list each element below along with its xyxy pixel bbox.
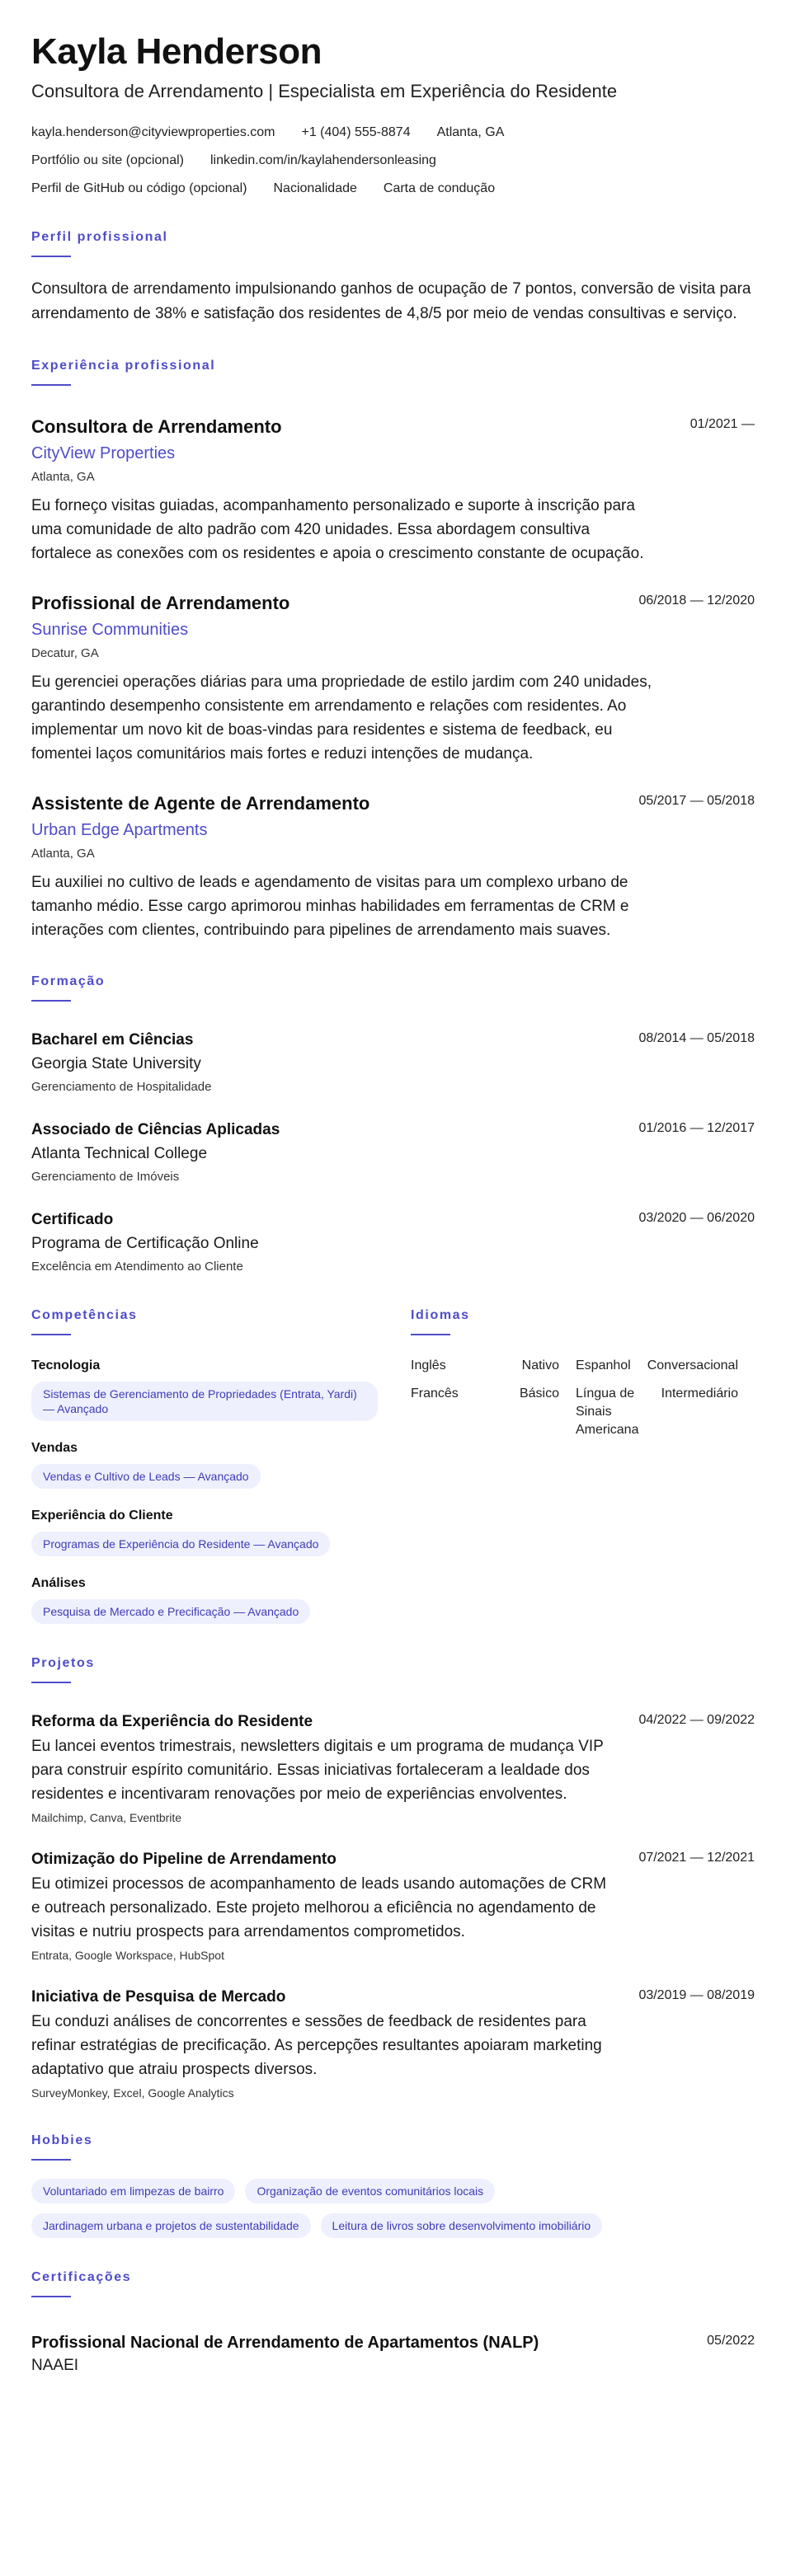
school-name: Atlanta Technical College [31, 1145, 208, 1162]
language-name: Inglês [411, 1358, 446, 1372]
github-link[interactable]: Perfil de GitHub ou código (opcional) [31, 181, 247, 195]
job-dates: 01/2021 — [690, 417, 755, 431]
section-title: Projetos [31, 1656, 95, 1670]
hobbies-section [31, 2133, 755, 2238]
phone-number[interactable]: +1 (404) 555-8874 [301, 125, 411, 139]
project-tools: Entrata, Google Workspace, HubSpot [31, 1949, 224, 1962]
hobby-chip: Jardinagem urbana e projetos de sustentabilidade [31, 2213, 311, 2238]
email-link[interactable]: kayla.henderson@cityviewproperties.com [31, 125, 275, 139]
section-title: Experiência profissional [31, 359, 216, 373]
section-divider [31, 256, 71, 257]
language-name: Francês [411, 1387, 459, 1401]
skill-group [31, 1357, 378, 1421]
company-name: Urban Edge Apartments [31, 821, 208, 839]
section-divider [31, 1000, 71, 1002]
section-title: Formação [31, 974, 106, 988]
candidate-headline: Consultora de Arrendamento | Especialista em Experiência do Residente [31, 81, 618, 101]
project-dates: 04/2022 — 09/2022 [638, 1713, 755, 1727]
experience-entry [31, 792, 755, 942]
contact-row-primary [31, 124, 755, 142]
experience-section [31, 358, 755, 942]
skill-group [31, 1439, 378, 1489]
project-tools: Mailchimp, Canva, Eventbrite [31, 1811, 182, 1824]
contact-row-extra [31, 180, 755, 198]
section-divider [31, 1682, 71, 1683]
certification-title: Profissional Nacional de Arrendamento de Apartamentos (NALP) [31, 2334, 539, 2352]
job-title: Assistente de Agente de Arrendamento [31, 793, 370, 814]
project-dates: 07/2021 — 12/2021 [638, 1851, 755, 1865]
section-title: Certificações [31, 2270, 132, 2284]
job-location: Atlanta, GA [31, 847, 95, 861]
skill-group [31, 1574, 378, 1624]
portfolio-link[interactable]: Portfólio ou site (opcional) [31, 153, 184, 167]
location: Atlanta, GA [436, 125, 505, 139]
education-entry [31, 1030, 755, 1096]
project-description: Eu otimizei processos de acompanhamento de leads usando automações de CRM e outreach personalizado. Este projeto melhorou a eficiência no agendamento de visitas e nutriu prospects para arrendamentos comprometidos. [31, 1875, 607, 1940]
skill-group [31, 1507, 378, 1556]
project-description: Eu lancei eventos trimestrais, newsletters digitais e um programa de mudança VIP para construir espírito comunitário. Essas iniciativas fortaleceram a lealdade dos residentes e incentivaram renovações por meio de experiências envolventes. [31, 1738, 604, 1803]
job-location: Decatur, GA [31, 646, 99, 660]
languages-table [411, 1357, 755, 1439]
skill-chip: Sistemas de Gerenciamento de Propriedades (Entrata, Yardi) — Avançado [31, 1382, 378, 1421]
hobby-chip: Leitura de livros sobre desenvolvimento imobiliário [321, 2213, 603, 2238]
hobby-chip: Voluntariado em limpezas de bairro [31, 2179, 235, 2203]
hobby-chip: Organização de eventos comunitários locais [245, 2179, 495, 2203]
job-location: Atlanta, GA [31, 470, 95, 484]
certification-date: 05/2022 [707, 2334, 755, 2348]
skills-languages-row [31, 1307, 755, 1624]
project-tools: SurveyMonkey, Excel, Google Analytics [31, 2086, 234, 2100]
field-of-study: Gerenciamento de Imóveis [31, 1170, 180, 1184]
skill-category: Análises [31, 1576, 86, 1590]
skill-category: Experiência do Cliente [31, 1509, 173, 1523]
degree: Certificado [31, 1211, 114, 1228]
skill-chip: Pesquisa de Mercado e Precificação — Avançado [31, 1599, 310, 1624]
job-title: Consultora de Arrendamento [31, 416, 282, 437]
section-title: Perfil profissional [31, 230, 168, 244]
degree: Associado de Ciências Aplicadas [31, 1121, 280, 1138]
project-entry [31, 1849, 755, 1964]
skill-category: Tecnologia [31, 1358, 101, 1372]
certifications-section [31, 2269, 755, 2377]
section-divider [31, 384, 71, 386]
language-name: Língua de Sinais Americana [576, 1387, 639, 1437]
project-dates: 03/2019 — 08/2019 [638, 1988, 755, 2002]
job-dates: 05/2017 — 05/2018 [638, 794, 755, 808]
candidate-name: Kayla Henderson [31, 31, 322, 72]
education-dates: 01/2016 — 12/2017 [638, 1121, 755, 1135]
project-title: Reforma da Experiência do Residente [31, 1713, 313, 1730]
language-level: Conversacional [647, 1358, 738, 1372]
job-description: Eu forneço visitas guiadas, acompanhamento personalizado e suporte à inscrição para uma comunidade de alto padrão com 420 unidades. Essa abordagem consultiva fortalece as conexões com os residentes e apoia o crescimento constante de ocupação. [31, 497, 644, 562]
skill-chip: Vendas e Cultivo de Leads — Avançado [31, 1464, 261, 1489]
field-of-study: Gerenciamento de Hospitalidade [31, 1080, 212, 1094]
driving-license: Carta de condução [383, 181, 496, 195]
skill-category: Vendas [31, 1441, 78, 1455]
job-description: Eu gerenciei operações diárias para uma propriedade de estilo jardim com 240 unidades, garantindo desempenho consistente em arrendamento e relações com residentes. Ao implementar um novo kit de boas-vindas para residentes e sistema de feedback, eu fomentei laços comunitários mais fortes e reduzi intenções de mudança. [31, 673, 652, 762]
certification-entry [31, 2332, 755, 2377]
language-row [411, 1357, 755, 1375]
hobby-chips [31, 2179, 658, 2238]
education-dates: 03/2020 — 06/2020 [638, 1211, 755, 1225]
company-name: Sunrise Communities [31, 621, 189, 639]
nationality: Nacionalidade [273, 181, 357, 195]
section-title: Hobbies [31, 2133, 93, 2147]
project-title: Iniciativa de Pesquisa de Mercado [31, 1988, 286, 2006]
company-name: CityView Properties [31, 444, 176, 462]
education-section [31, 974, 755, 1276]
education-entry [31, 1119, 755, 1186]
job-description: Eu auxiliei no cultivo de leads e agendamento de visitas para um complexo urbano de tamanho médio. Esse cargo aprimorou minhas habilidades em ferramentas de CRM e interações com clientes, contribuindo para pipelines de arrendamento mais suaves. [31, 874, 629, 939]
summary-section [31, 229, 755, 326]
job-dates: 06/2018 — 12/2020 [638, 594, 755, 608]
skills-section [31, 1307, 378, 1624]
project-entry [31, 1711, 755, 1826]
section-title: Idiomas [411, 1308, 470, 1322]
education-entry [31, 1209, 755, 1276]
section-divider [31, 2159, 71, 2161]
language-level: Básico [519, 1387, 559, 1401]
resume-header [31, 31, 755, 198]
experience-entry [31, 415, 755, 565]
language-level: Intermediário [661, 1387, 738, 1401]
school-name: Programa de Certificação Online [31, 1235, 259, 1252]
section-divider [31, 1334, 71, 1335]
degree: Bacharel em Ciências [31, 1031, 194, 1049]
section-divider [31, 2296, 71, 2297]
project-entry [31, 1987, 755, 2101]
project-description: Eu conduzi análises de concorrentes e sessões de feedback de residentes para refinar estratégias de precificação. As percepções resultantes apoiaram marketing adaptativo que atraiu prospects diversos. [31, 2013, 602, 2078]
contact-row-links [31, 152, 755, 170]
summary-text: Consultora de arrendamento impulsionando ganhos de ocupação de 7 pontos, conversão de visita para arrendamento de 38% e satisfação dos residentes de 4,8/5 por meio de vendas consultivas e serviço. [31, 280, 751, 322]
school-name: Georgia State University [31, 1055, 201, 1072]
certification-issuer: NAAEI [31, 2357, 79, 2374]
language-row [411, 1385, 755, 1439]
linkedin-link[interactable]: linkedin.com/in/kaylahendersonleasing [209, 153, 436, 167]
experience-entry [31, 592, 755, 766]
section-divider [411, 1334, 450, 1335]
language-name: Espanhol [576, 1358, 631, 1372]
field-of-study: Excelência em Atendimento ao Cliente [31, 1260, 243, 1274]
education-dates: 08/2014 — 05/2018 [638, 1031, 755, 1045]
projects-section [31, 1655, 755, 2101]
skill-chip: Programas de Experiência do Residente — Avançado [31, 1532, 330, 1556]
languages-section [411, 1307, 755, 1624]
job-title: Profissional de Arrendamento [31, 593, 290, 613]
language-level: Nativo [521, 1358, 559, 1372]
project-title: Otimização do Pipeline de Arrendamento [31, 1851, 337, 1868]
section-title: Competências [31, 1308, 138, 1322]
